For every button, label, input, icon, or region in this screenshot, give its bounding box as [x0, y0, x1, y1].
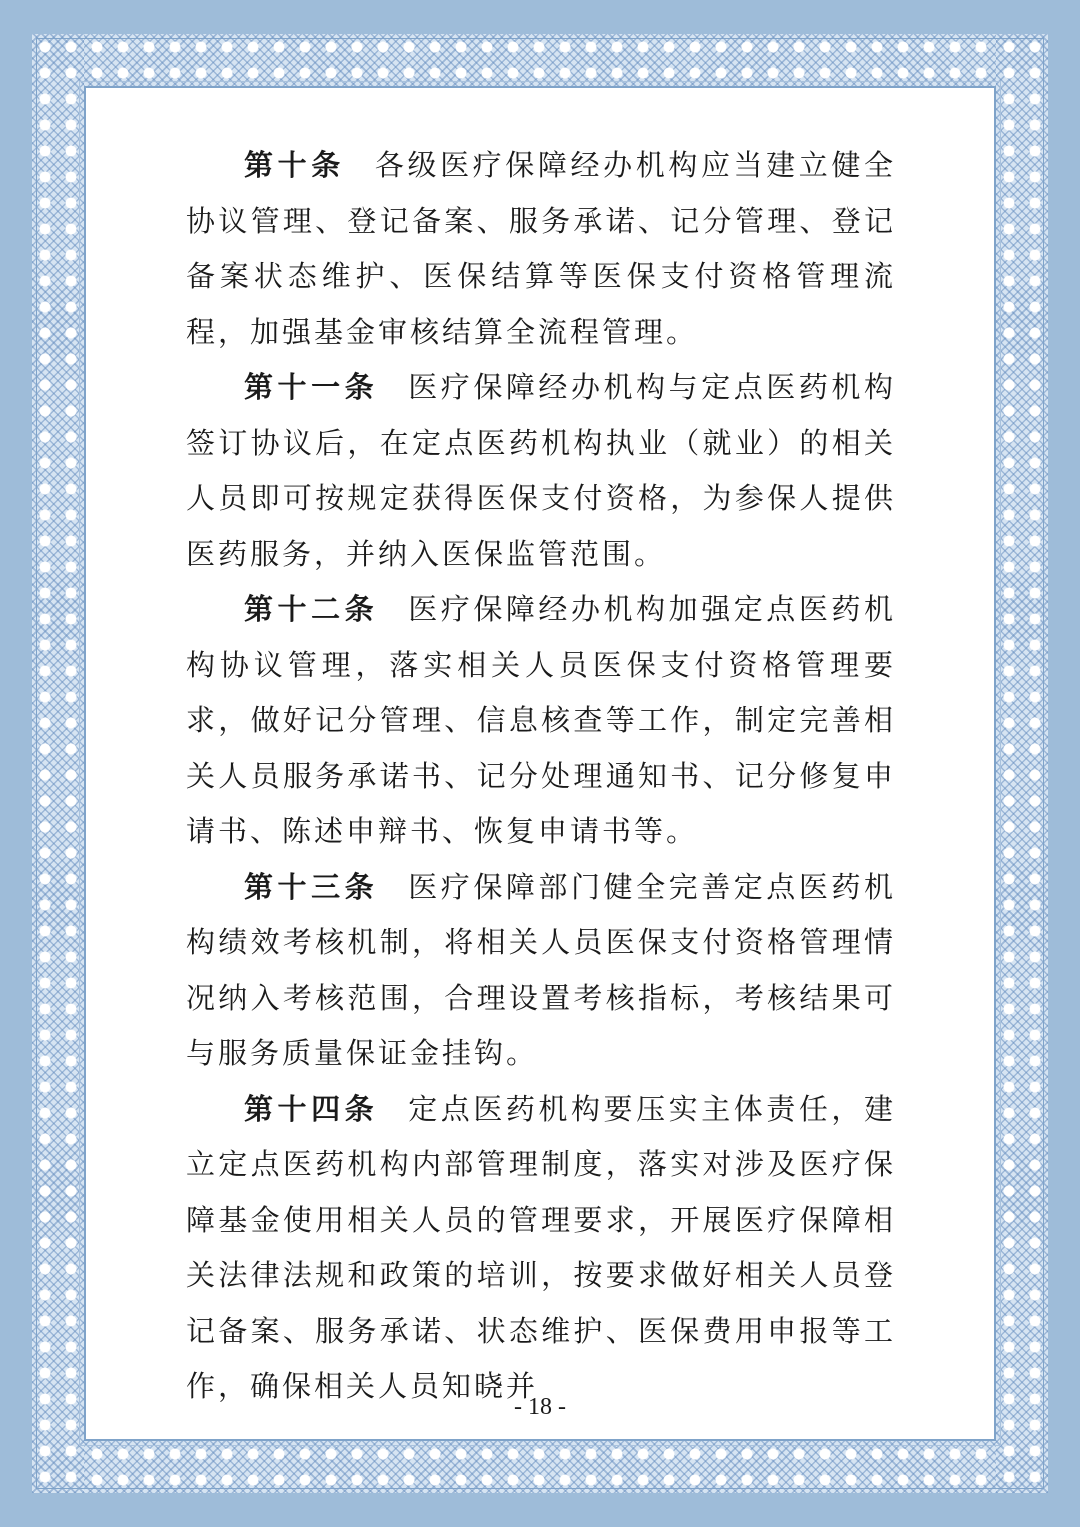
article-heading: 第十二条 — [244, 592, 379, 626]
document-body — [186, 138, 896, 1415]
article-11 — [186, 360, 896, 582]
article-text: 各级医疗保障经办机构应当建立健全协议管理、登记备案、服务承诺、记分管理、登记备案状态维护、医保结算等医保支付资格管理流程，加强基金审核结算全流程管理。 — [186, 148, 896, 349]
article-heading: 第十三条 — [244, 869, 379, 904]
article-heading: 第十四条 — [244, 1091, 379, 1126]
article-14 — [186, 1082, 896, 1415]
article-13 — [186, 860, 896, 1082]
article-12 — [186, 582, 896, 860]
article-heading: 第十一条 — [244, 370, 379, 404]
article-text: 医疗保障经办机构与定点医药机构签订协议后，在定点医药机构执业（就业）的相关人员即可按规定获得医保支付资格，为参保人提供医药服务，并纳入医保监管范围。 — [186, 370, 896, 571]
article-heading: 第十条 — [244, 148, 345, 182]
article-text: 定点医药机构要压实主体责任，建立定点医药机构内部管理制度，落实对涉及医疗保障基金使用相关人员的管理要求，开展医疗保障相关法律法规和政策的培训，按要求做好相关人员登记备案、服务承诺、状态维护、医保费用申报等工作，确保相关人员知晓并 — [186, 1091, 896, 1403]
article-text: 医疗保障经办机构加强定点医药机构协议管理，落实相关人员医保支付资格管理要求，做好记分管理、信息核查等工作，制定完善相关人员服务承诺书、记分处理通知书、记分修复申请书、陈述申辩书、恢复申请书等。 — [186, 592, 896, 848]
article-10 — [186, 138, 896, 360]
article-text: 医疗保障部门健全完善定点医药机构绩效考核机制，将相关人员医保支付资格管理情况纳入考核范围，合理设置考核指标，考核结果可与服务质量保证金挂钩。 — [186, 869, 896, 1070]
page-number: - 18 - — [514, 1394, 566, 1420]
